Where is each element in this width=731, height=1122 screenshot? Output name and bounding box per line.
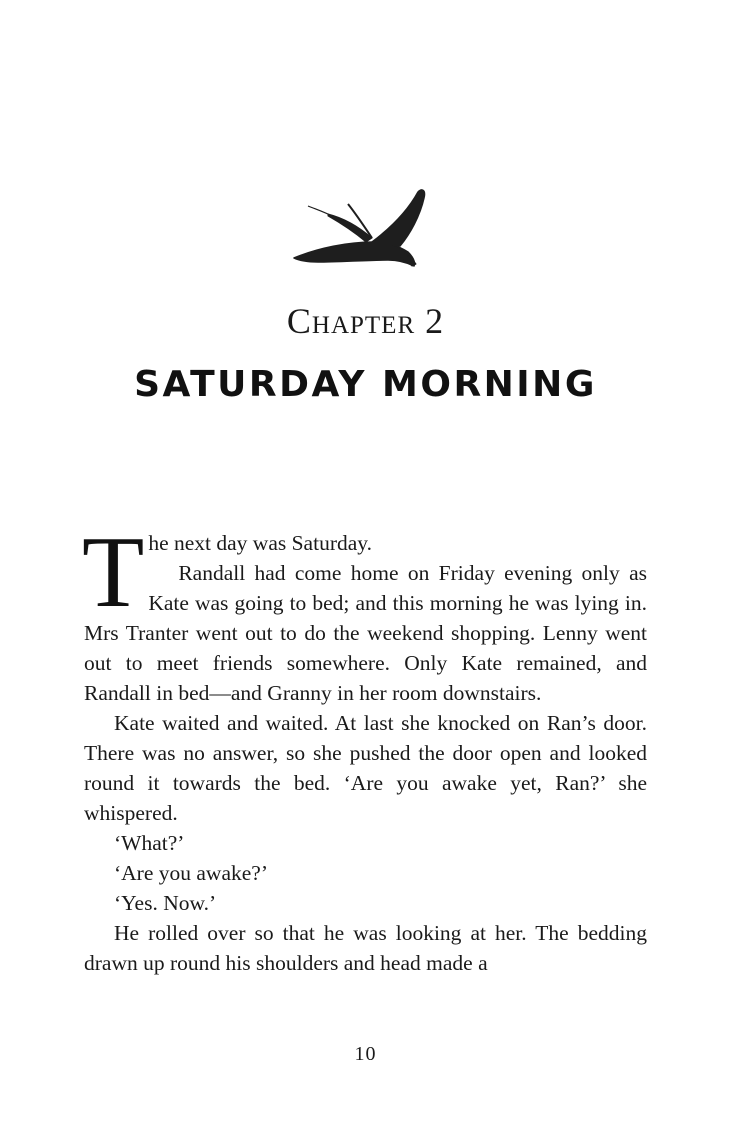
- body-text: [82, 516, 647, 978]
- page-number: 10: [354, 1043, 377, 1065]
- paragraph-5: ‘Are you awake?’: [114, 861, 268, 885]
- paragraph-4: ‘What?’: [114, 831, 185, 855]
- chapter-number: Chapter 2: [286, 301, 445, 341]
- paragraph-1: [82, 516, 647, 708]
- paragraph-2-text: Randall had come home on Friday evening only as Kate was going to bed; and this morning he was lying in. Mrs Tranter went out to do the weekend shopping. Lenny went out to meet friends somewhere. Only Kate remained, and Randall in bed—and Granny in her room downstairs.: [84, 561, 647, 705]
- paragraph-7: He rolled over so that he was looking at her. The bedding drawn up round his shoulders and head made a: [84, 921, 647, 975]
- drop-cap: T: [82, 516, 145, 629]
- swallow-bird-icon: [288, 186, 436, 272]
- paragraph-1-text: he next day was Saturday.: [148, 531, 373, 555]
- paragraph-3: Kate waited and waited. At last she knocked on Ran’s door. There was no answer, so she pushed the door open and looked round it towards the bed. ‘Are you awake yet, Ran?’ she whispered.: [84, 711, 647, 825]
- chapter-title: SATURDAY MORNING: [134, 364, 597, 405]
- paragraph-6: ‘Yes. Now.’: [114, 891, 217, 915]
